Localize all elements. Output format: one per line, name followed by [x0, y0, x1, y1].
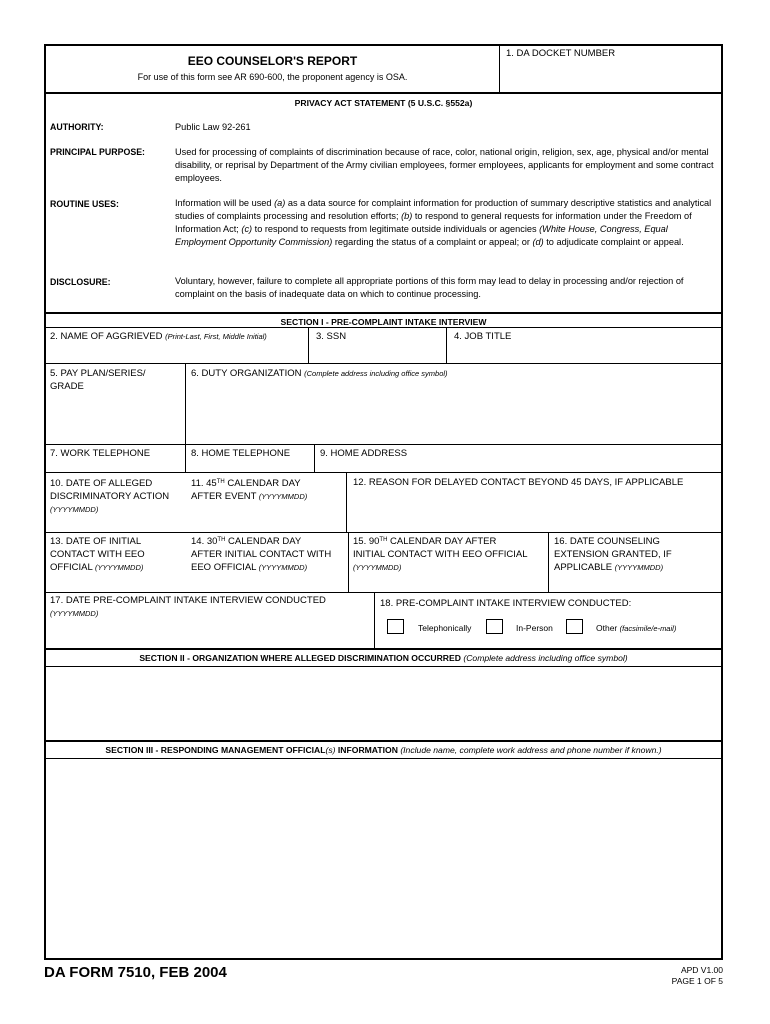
ninetieth-day-label: 15. 90TH CALENDAR DAY AFTER INITIAL CONTACT WITH EEO OFFICIAL (YYYYMMDD) — [353, 536, 528, 572]
section-3-heading: SECTION III - RESPONDING MANAGEMENT OFFICIAL(s) INFORMATION (Include name, complete work address and phone number if known.) — [105, 745, 662, 755]
disclosure-text: Voluntary, however, failure to complete all appropriate portions of this form may lead to delay in processing and/or rejection of complaint on the basis of inadequate data on which to continue processing. — [175, 276, 684, 299]
disclosure-label: DISCLOSURE: — [50, 277, 111, 287]
routine-uses-label: ROUTINE USES: — [50, 199, 119, 209]
ssn-field[interactable] — [310, 345, 444, 362]
thirtieth-day-label: 14. 30TH CALENDAR DAY AFTER INITIAL CONTACT WITH EEO OFFICIAL (YYYYMMDD) — [191, 536, 332, 573]
form-number: DA FORM 7510, FEB 2004 — [44, 964, 227, 981]
section-1-heading: SECTION I - PRE-COMPLAINT INTAKE INTERVIEW — [280, 317, 487, 327]
date-of-alleged-action-field[interactable] — [46, 515, 183, 530]
form-version: APD V1.00 — [680, 965, 723, 975]
docket-number-field[interactable] — [501, 62, 721, 92]
job-title-field[interactable] — [448, 345, 721, 362]
responding-official-field[interactable] — [46, 760, 721, 956]
authority-text: Public Law 92-261 — [175, 122, 251, 132]
intake-interview-date-label: 17. DATE PRE-COMPLAINT INTAKE INTERVIEW CONDUCTED (YYYYMMDD) — [50, 595, 326, 618]
docket-number-label: 1. DA DOCKET NUMBER — [506, 48, 616, 59]
name-of-aggrieved-field[interactable] — [46, 345, 306, 362]
telephonically-label: Telephonically — [418, 623, 472, 633]
pay-plan-label: 5. PAY PLAN/SERIES/ GRADE — [50, 368, 146, 392]
intake-interview-date-field[interactable] — [46, 622, 372, 646]
other-method-label: Other (facsimile/e-mail) — [596, 623, 677, 633]
intake-method-label: 18. PRE-COMPLAINT INTAKE INTERVIEW CONDUCTED: — [380, 598, 632, 609]
ninetieth-day-field[interactable] — [350, 576, 546, 590]
authority-label: AUTHORITY: — [50, 122, 104, 132]
home-telephone-label: 8. HOME TELEPHONE — [191, 448, 291, 459]
thirtieth-day-field[interactable] — [187, 576, 346, 590]
organization-address-field[interactable] — [46, 668, 721, 738]
pay-plan-field[interactable] — [46, 395, 183, 442]
principal-purpose-text: Used for processing of complaints of discrimination because of race, color, national origin, religion, sex, age, physical and/or mental disability, or reprisal by Department of the Army civilian employees, former employees, applicants for employment and some contract employees. — [175, 147, 714, 183]
name-of-aggrieved-label: 2. NAME OF AGGRIEVED (Print-Last, First, Middle Initial) — [50, 331, 267, 342]
job-title-label: 4. JOB TITLE — [454, 331, 512, 342]
in-person-label: In-Person — [516, 623, 553, 633]
page-number: PAGE 1 OF 5 — [671, 976, 723, 986]
reason-delayed-contact-field[interactable] — [348, 491, 721, 530]
telephonically-checkbox[interactable] — [387, 619, 404, 634]
form-title: EEO COUNSELOR'S REPORT — [187, 54, 358, 68]
privacy-act-heading: PRIVACY ACT STATEMENT (5 U.S.C. §552a) — [294, 98, 473, 108]
home-telephone-field[interactable] — [187, 460, 312, 471]
home-address-field[interactable] — [316, 460, 721, 471]
date-of-alleged-action-label: 10. DATE OF ALLEGED DISCRIMINATORY ACTION (YYYYMMDD) — [50, 478, 170, 514]
work-telephone-field[interactable] — [46, 460, 183, 471]
ssn-label: 3. SSN — [316, 331, 347, 342]
in-person-checkbox[interactable] — [486, 619, 503, 634]
section-2-heading: SECTION II - ORGANIZATION WHERE ALLEGED DISCRIMINATION OCCURRED (Complete address including office symbol) — [139, 653, 628, 663]
form-subtitle: For use of this form see AR 690-600, the proponent agency is OSA. — [137, 72, 408, 82]
counseling-extension-field[interactable] — [550, 576, 721, 590]
forty-fifth-day-label: 11. 45TH CALENDAR DAY AFTER EVENT (YYYYMMDD) — [191, 478, 308, 502]
routine-uses-text: Information will be used (a) as a data source for complaint information for production of summary descriptive statistics and analytical studies of complaints processing and resolution efforts; (b) to respond to general requests for information under the Freedom of Information Act; (c) to respond to requests from legitimate outside individuals or agencies (White House, Congress, Equal Employment Opportunity Commission) regarding the status of a complaint or appeal; or (d) to adjudicate complaint or appeal. — [175, 198, 712, 247]
date-initial-contact-field[interactable] — [46, 576, 183, 590]
date-initial-contact-label: 13. DATE OF INITIAL CONTACT WITH EEO OFFICIAL (YYYYMMDD) — [50, 536, 145, 573]
other-method-checkbox[interactable] — [566, 619, 583, 634]
reason-delayed-contact-label: 12. REASON FOR DELAYED CONTACT BEYOND 45 DAYS, IF APPLICABLE — [353, 477, 684, 488]
home-address-label: 9. HOME ADDRESS — [320, 448, 408, 459]
counseling-extension-label: 16. DATE COUNSELING EXTENSION GRANTED, IF APPLICABLE (YYYYMMDD) — [554, 536, 672, 573]
duty-organization-label: 6. DUTY ORGANIZATION (Complete address including office symbol) — [191, 368, 448, 379]
principal-purpose-label: PRINCIPAL PURPOSE: — [50, 147, 145, 157]
forty-fifth-day-field[interactable] — [187, 505, 344, 530]
duty-organization-field[interactable] — [187, 382, 721, 442]
work-telephone-label: 7. WORK TELEPHONE — [50, 448, 151, 459]
